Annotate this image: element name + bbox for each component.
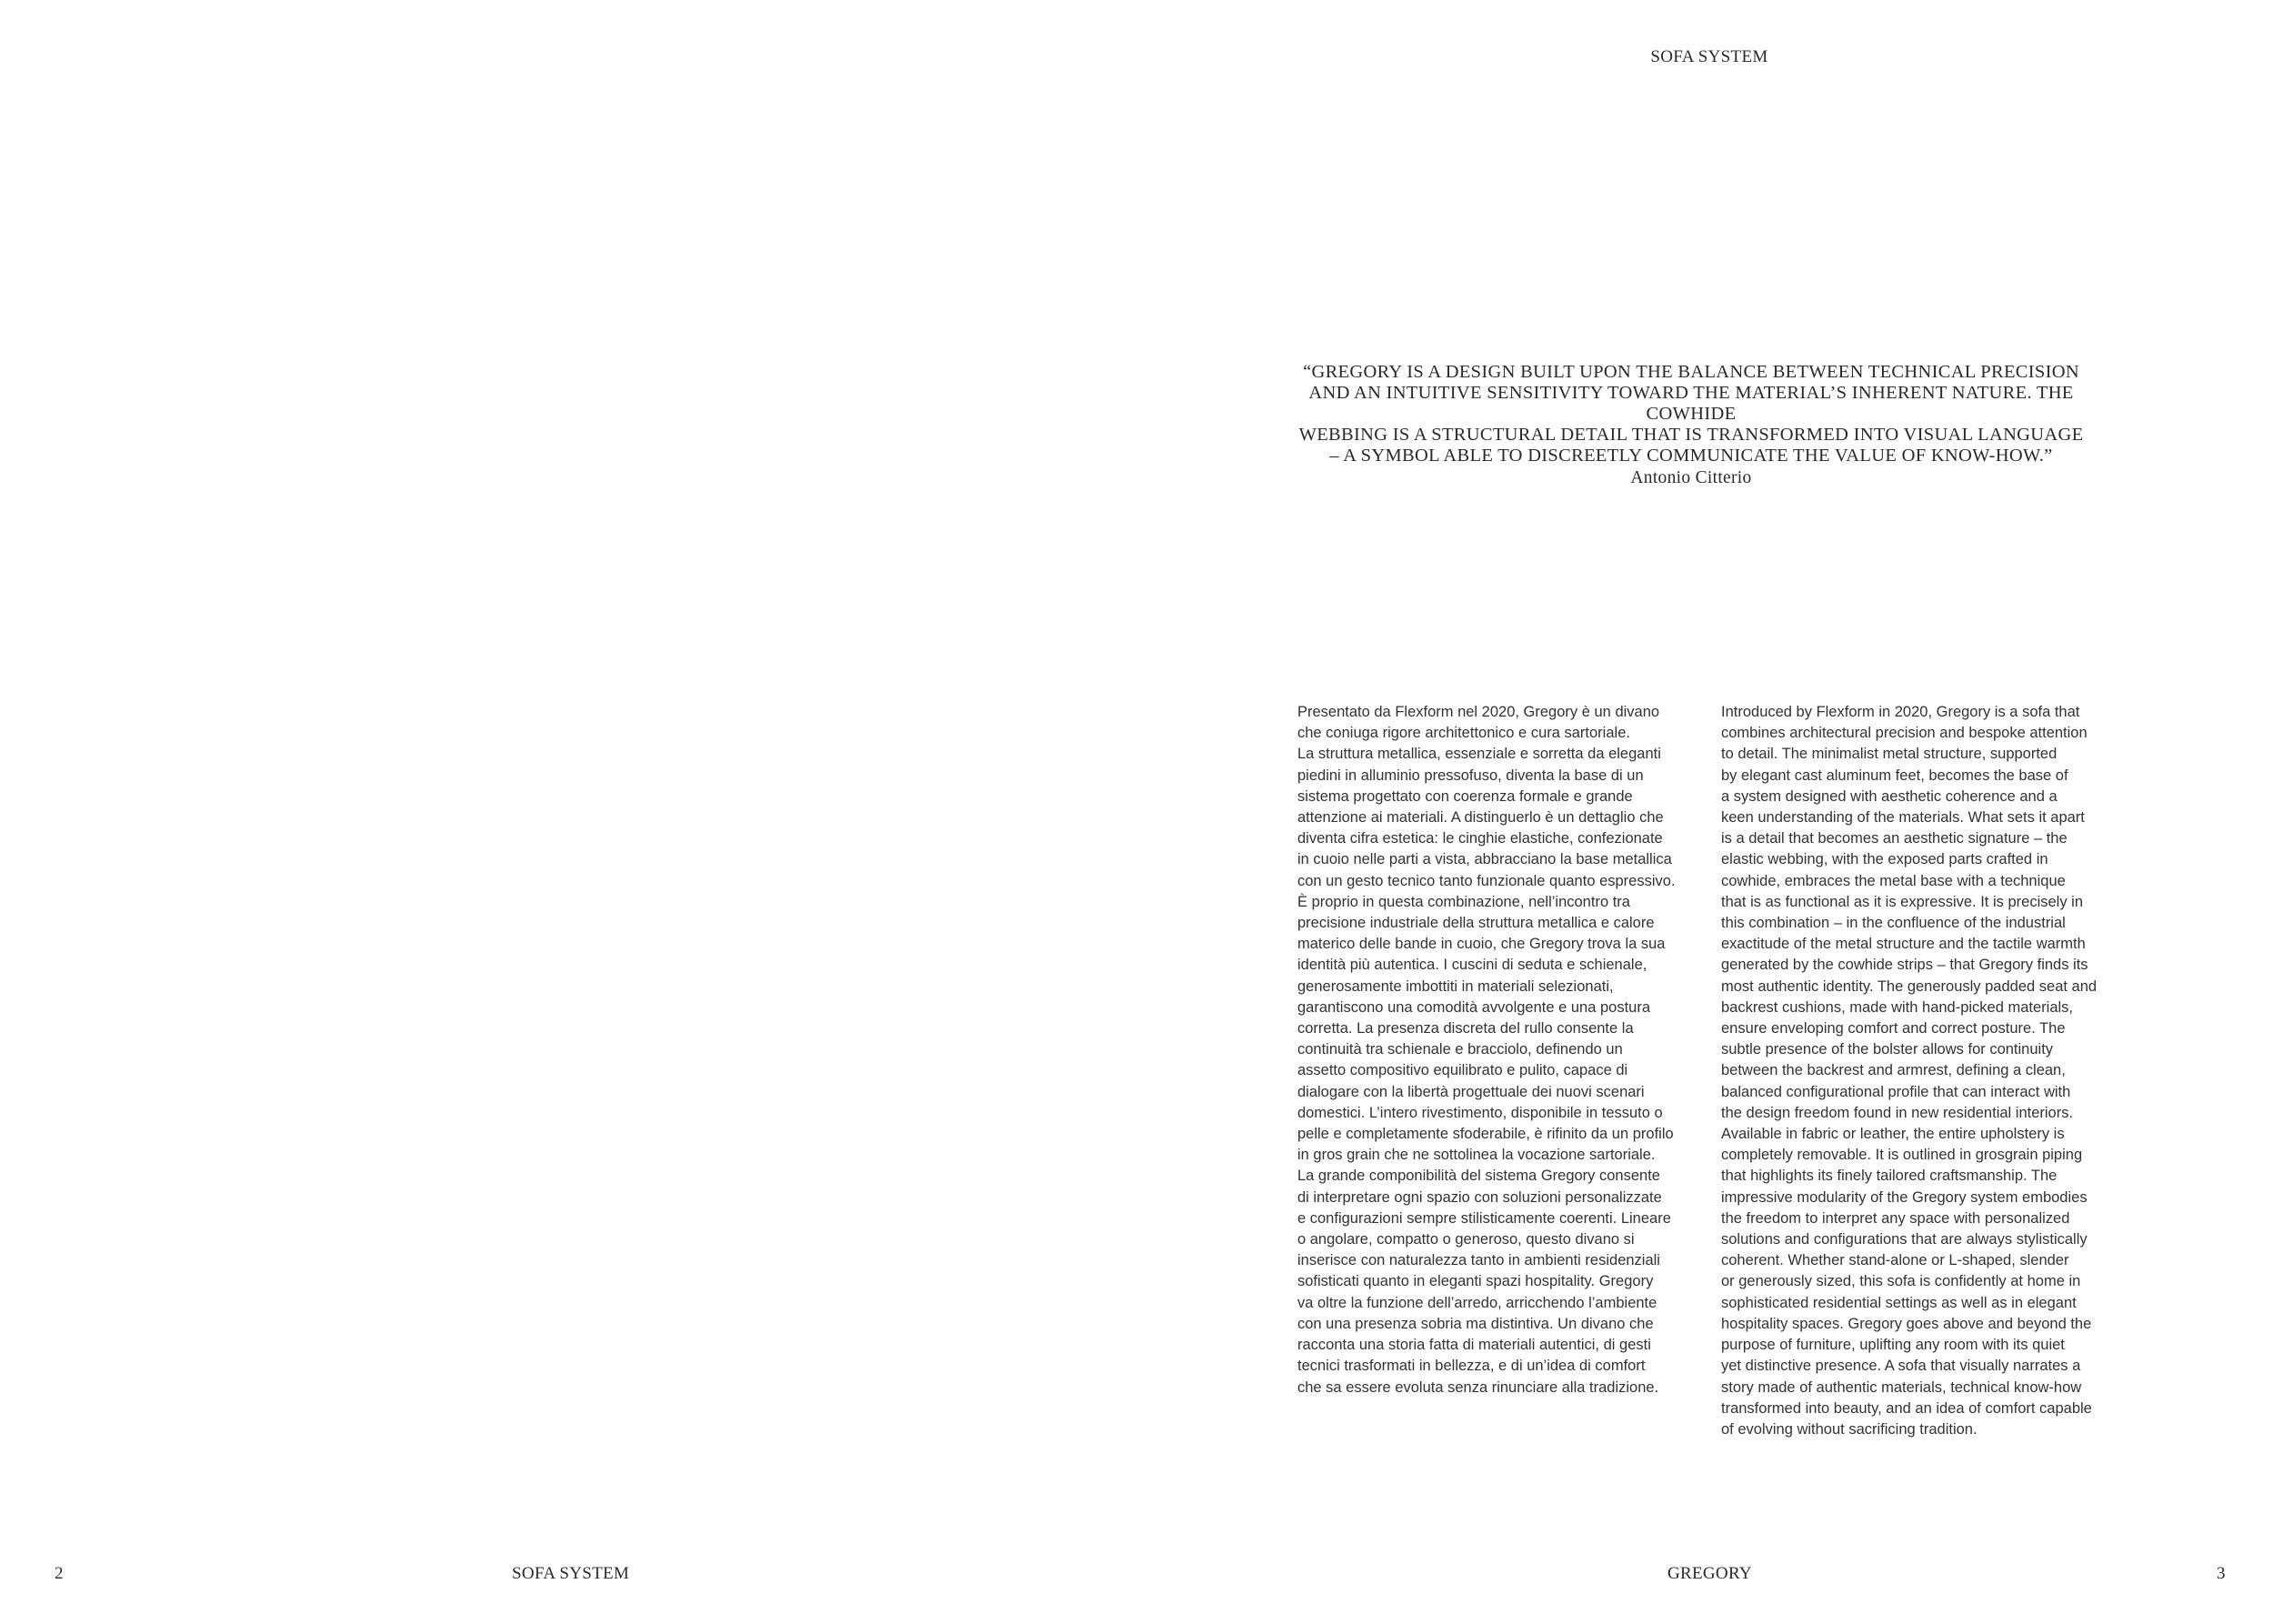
text-line: corretta. La presenza discreta del rullo consente la [1297, 1020, 1634, 1038]
text-line: e configurazioni sempre stilisticamente coerenti. Lineare [1297, 1209, 1671, 1227]
text-line: completely removable. It is outlined in grosgrain piping [1721, 1147, 2083, 1164]
text-line: garantiscono una comodità avvolgente e una postura [1297, 998, 1651, 1016]
text-line: hospitality spaces. Gregory goes above and beyond the [1721, 1315, 2092, 1332]
text-line: backrest cushions, made with hand-picked materials, [1721, 998, 2074, 1016]
text-line: diventa cifra estetica: le cinghie elastiche, confezionate [1297, 830, 1663, 847]
page-number-right: 3 [2217, 1564, 2226, 1583]
text-line: the freedom to interpret any space with personalized [1721, 1209, 2070, 1227]
text-line: keen understanding of the materials. What sets it apart [1721, 809, 2085, 827]
text-line: pelle e completamente sfoderabile, è rifinito da un profilo [1297, 1126, 1674, 1143]
text-line: ensure enveloping comfort and correct posture. The [1721, 1020, 2066, 1038]
text-line: precisione industriale della struttura metallica e calore [1297, 915, 1655, 932]
text-line: tecnici trasformati in bellezza, e di un’idea di comfort [1297, 1358, 1646, 1375]
text-line: combines architectural precision and bespoke attention [1721, 725, 2088, 742]
quote-line: AND AN INTUITIVE SENSITIVITY TOWARD THE MATERIAL’S INHERENT NATURE. THE COWHIDE [1308, 383, 2074, 424]
text-line: the design freedom found in new residential interiors. [1721, 1104, 2074, 1121]
quote-line: “GREGORY IS A DESIGN BUILT UPON THE BALANCE BETWEEN TECHNICAL PRECISION [1303, 362, 2079, 382]
text-line: generated by the cowhide strips – that Gregory finds its [1721, 957, 2088, 974]
text-line: that highlights its finely tailored craftsmanship. The [1721, 1168, 2058, 1185]
text-line: inserisce con naturalezza tanto in ambienti residenziali [1297, 1252, 1660, 1269]
text-line: sophisticated residential settings as well as in elegant [1721, 1294, 2077, 1311]
text-line: story made of authentic materials, technical know-how [1721, 1378, 2082, 1396]
footer-title-left: SOFA SYSTEM [512, 1564, 630, 1583]
text-line: con un gesto tecnico tanto funzionale quanto espressivo. [1297, 872, 1676, 889]
text-line: in cuoio nelle parti a vista, abbracciano la base metallica [1297, 851, 1672, 868]
text-line: yet distinctive presence. A sofa that visually narrates a [1721, 1358, 2081, 1375]
text-line: solutions and configurations that are always stylistically [1721, 1231, 2088, 1248]
text-line: La struttura metallica, essenziale e sorretta da eleganti [1297, 746, 1661, 763]
text-line: domestici. L’intero rivestimento, disponibile in tessuto o [1297, 1104, 1663, 1121]
text-line: dialogare con la libertà progettuale dei nuovi scenari [1297, 1083, 1645, 1100]
text-line: sofisticati quanto in eleganti spazi hospitality. Gregory [1297, 1273, 1654, 1290]
text-line: purpose of furniture, uplifting any room with its quiet [1721, 1337, 2065, 1354]
text-line: exactitude of the metal structure and the tactile warmth [1721, 936, 2086, 953]
quote-line: WEBBING IS A STRUCTURAL DETAIL THAT IS TRANSFORMED INTO VISUAL LANGUAGE [1298, 425, 2084, 445]
quote-line: – A SYMBOL ABLE TO DISCREETLY COMMUNICATE THE VALUE OF KNOW-HOW.” [1329, 446, 2053, 466]
text-line: La grande componibilità del sistema Gregory consente [1297, 1168, 1660, 1185]
text-line: a system designed with aesthetic coherence and a [1721, 787, 2058, 805]
text-line: È proprio in questa combinazione, nell’incontro tra [1297, 893, 1630, 910]
running-header: SOFA SYSTEM [1650, 47, 1768, 66]
pull-quote [1273, 362, 2109, 466]
text-line: Introduced by Flexform in 2020, Gregory is a sofa that [1721, 704, 2080, 720]
body-text-english [1721, 702, 2130, 1440]
text-line: elastic webbing, with the exposed parts crafted in [1721, 851, 2048, 868]
text-line: most authentic identity. The generously padded seat and [1721, 977, 2098, 995]
text-line: continuità tra schienale e bracciolo, definendo un [1297, 1041, 1623, 1058]
text-line: that is as functional as it is expressive. It is precisely in [1721, 893, 2083, 910]
text-line: transformed into beauty, and an idea of comfort capable [1721, 1399, 2092, 1417]
text-line: identità più autentica. I cuscini di seduta e schienale, [1297, 957, 1647, 974]
text-line: to detail. The minimalist metal structure, supported [1721, 746, 2058, 763]
text-line: in gros grain che ne sottolinea la vocazione sartoriale. [1297, 1147, 1656, 1164]
text-line: or generously sized, this sofa is confidently at home in [1721, 1273, 2081, 1290]
quote-author: Antonio Citterio [1630, 468, 1752, 487]
text-line: che sa essere evoluta senza rinunciare alla tradizione. [1297, 1378, 1659, 1396]
text-line: generosamente imbottiti in materiali selezionati, [1297, 977, 1614, 995]
text-line: attenzione ai materiali. A distinguerlo è un dettaglio che [1297, 809, 1664, 827]
text-line: this combination – in the confluence of the industrial [1721, 915, 2066, 932]
text-line: is a detail that becomes an aesthetic signature – the [1721, 830, 2068, 847]
text-line: racconta una storia fatta di materiali autentici, di gesti [1297, 1337, 1651, 1354]
text-line: between the backrest and armrest, defining a clean, [1721, 1062, 2066, 1079]
text-line: Presentato da Flexform nel 2020, Gregory è un divano [1297, 704, 1660, 720]
text-line: subtle presence of the bolster allows for continuity [1721, 1041, 2054, 1058]
footer-title-right: GREGORY [1667, 1564, 1752, 1583]
text-line: coherent. Whether stand-alone or L-shaped, slender [1721, 1252, 2069, 1269]
text-line: di interpretare ogni spazio con soluzioni personalizzate [1297, 1188, 1662, 1206]
text-line: by elegant cast aluminum feet, becomes the base of [1721, 767, 2068, 784]
text-line: sistema progettato con coerenza formale e grande [1297, 787, 1633, 805]
text-line: cowhide, embraces the metal base with a technique [1721, 872, 2066, 889]
text-line: balanced configurational profile that can interact with [1721, 1083, 2071, 1100]
text-line: va oltre la funzione dell’arredo, arricchendo l’ambiente [1297, 1294, 1657, 1311]
page-number-left: 2 [55, 1564, 64, 1583]
text-line: o angolare, compatto o generoso, questo divano si [1297, 1231, 1635, 1248]
text-line: of evolving without sacrificing tradition. [1721, 1420, 1978, 1438]
text-line: piedini in alluminio pressofuso, diventa la base di un [1297, 767, 1644, 784]
text-line: assetto compositivo equilibrato e pulito, capace di [1297, 1062, 1628, 1079]
text-line: impressive modularity of the Gregory system embodies [1721, 1188, 2088, 1206]
text-line: con una presenza sobria ma distintiva. Un divano che [1297, 1315, 1654, 1332]
text-line: materico delle bande in cuoio, che Gregory trova la sua [1297, 936, 1666, 953]
text-line: Available in fabric or leather, the entire upholstery is [1721, 1126, 2065, 1143]
body-text-italian [1297, 702, 1707, 1398]
text-line: che coniuga rigore architettonico e cura sartoriale. [1297, 725, 1630, 742]
